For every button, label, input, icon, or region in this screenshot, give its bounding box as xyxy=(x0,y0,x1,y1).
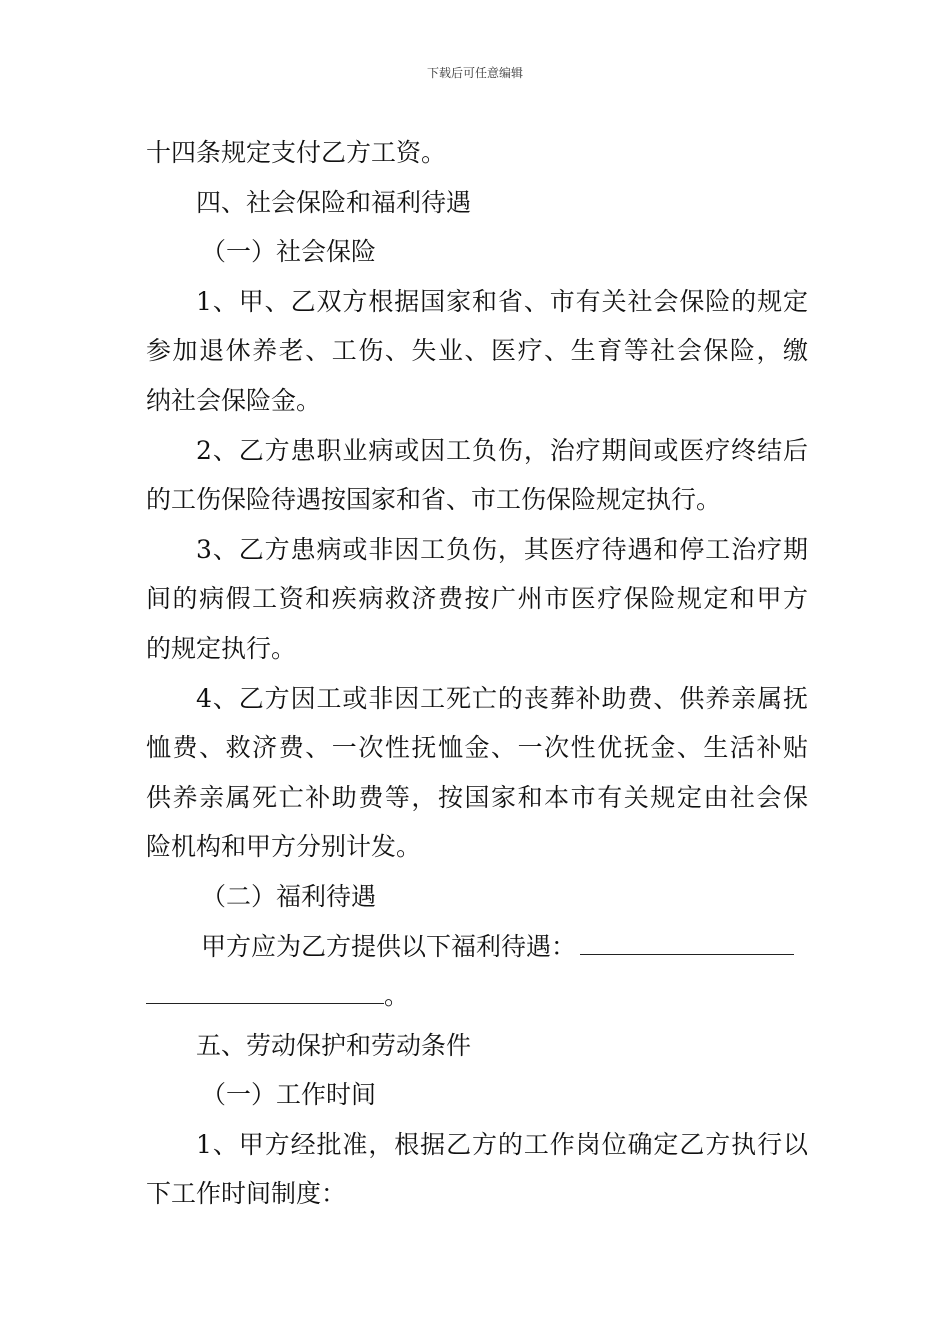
section-heading: 五、劳动保护和劳动条件 xyxy=(196,1030,472,1060)
subsection-heading: （一）社会保险 xyxy=(201,237,377,267)
text-line: 纳社会保险金。 xyxy=(146,385,322,415)
text-line: 1、甲方经批准，根据乙方的工作岗位确定乙方执行以 xyxy=(196,1129,808,1159)
subsection-heading: （一）工作时间 xyxy=(201,1080,377,1110)
text-line: 间的病假工资和疾病救济费按广州市医疗保险规定和甲方 xyxy=(146,584,808,614)
text-line: 3、乙方患病或非因工负伤，其医疗待遇和停工治疗期 xyxy=(196,534,808,564)
benefits-blank-field-continued[interactable] xyxy=(146,979,384,1004)
benefits-blank-field[interactable] xyxy=(580,930,794,955)
text-line: 十四条规定支付乙方工资。 xyxy=(146,138,447,167)
benefits-line-continued xyxy=(146,971,808,1021)
text-line: 4、乙方因工或非因工死亡的丧葬补助费、供养亲属抚 xyxy=(196,683,808,713)
text-line: 1、甲、乙双方根据国家和省、市有关社会保险的规定 xyxy=(196,286,808,316)
benefits-line xyxy=(146,922,808,972)
text-line: 下工作时间制度： xyxy=(146,1179,347,1209)
subsection-heading: （二）福利待遇 xyxy=(201,881,377,911)
text-line: 险机构和甲方分别计发。 xyxy=(146,832,422,862)
page-header-note: 下载后可任意编辑 xyxy=(426,66,523,80)
text-line: 参加退休养老、工伤、失业、医疗、生育等社会保险，缴 xyxy=(146,336,808,366)
text-line: 的规定执行。 xyxy=(146,633,297,663)
text-line: 的工伤保险待遇按国家和省、市工伤保险规定执行。 xyxy=(146,485,722,515)
text-line: 2、乙方患职业病或因工负伤，治疗期间或医疗终结后 xyxy=(196,435,808,465)
sentence-end: 。 xyxy=(384,981,410,1011)
text-line: 恤费、救济费、一次性抚恤金、一次性优抚金、生活补贴 xyxy=(146,733,808,763)
text-line: 供养亲属死亡补助费等，按国家和本市有关规定由社会保 xyxy=(146,782,808,812)
benefits-label: 甲方应为乙方提供以下福利待遇： xyxy=(201,931,577,961)
document-body xyxy=(146,128,808,1219)
section-heading: 四、社会保险和福利待遇 xyxy=(196,187,472,217)
